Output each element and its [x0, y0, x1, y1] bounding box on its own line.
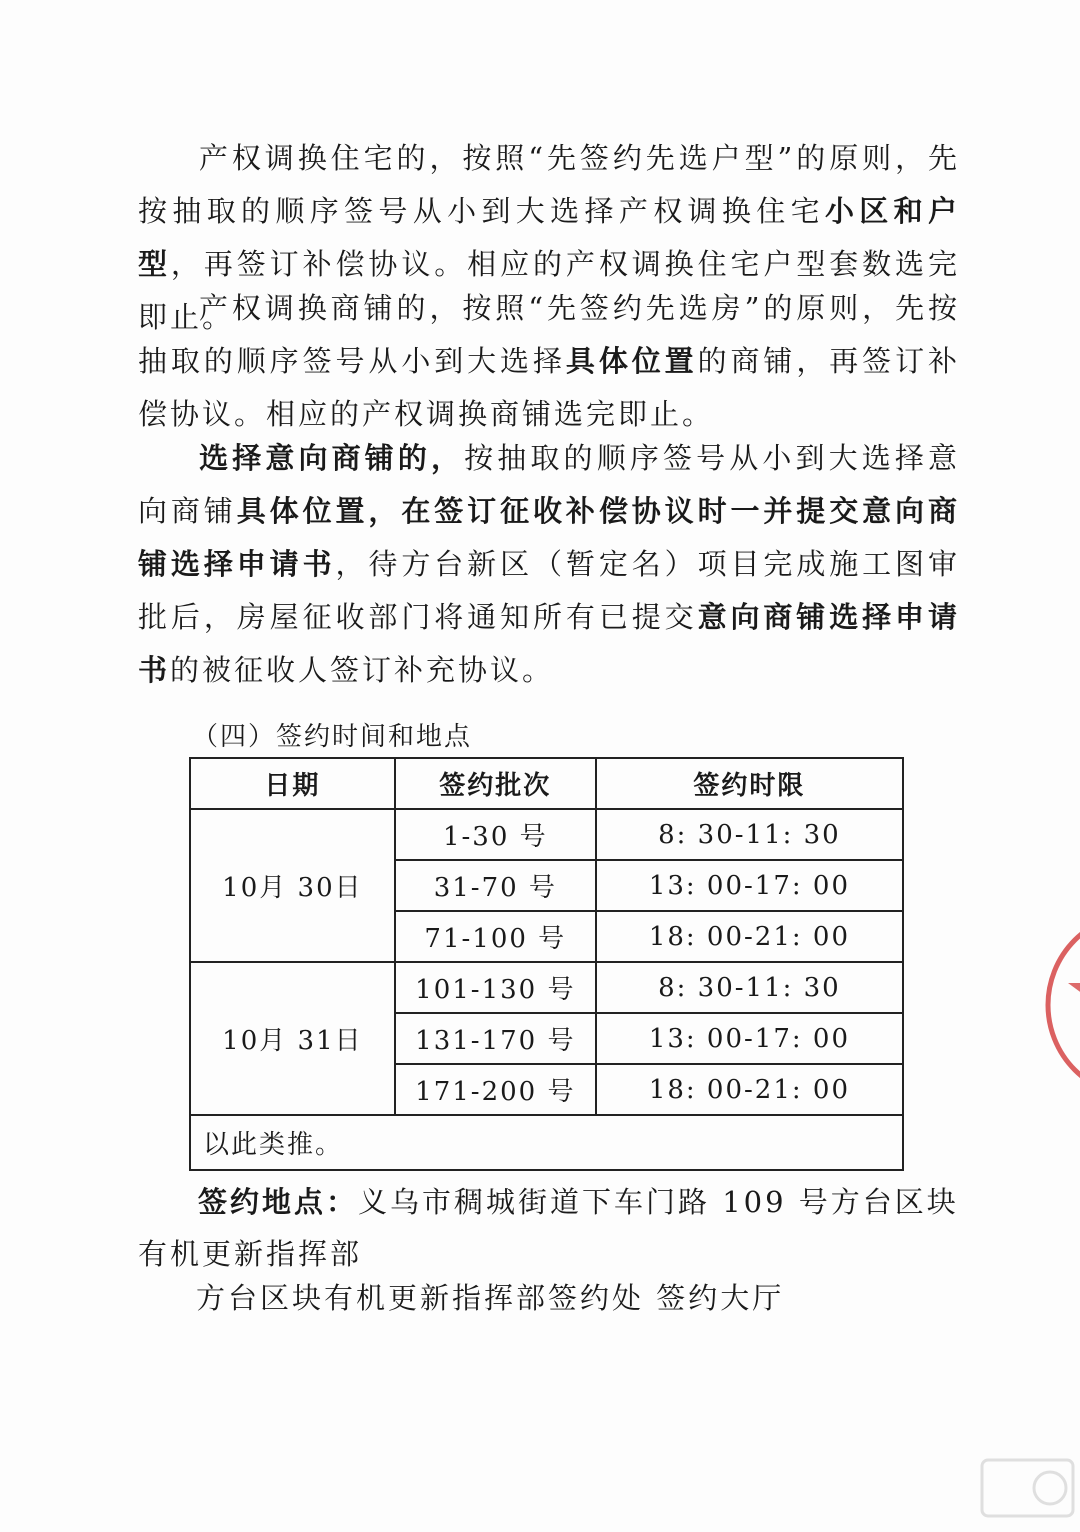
date-cell: 10月 30日 — [190, 809, 395, 962]
batch-cell: 1-30 号 — [395, 809, 596, 860]
p3-text-c: 的被征收人签订补充协议。 — [170, 653, 555, 687]
header-date: 日期 — [190, 758, 395, 809]
table-row — [190, 809, 903, 860]
batch-cell: 101-130 号 — [395, 962, 596, 1013]
signing-location — [138, 1176, 960, 1280]
batch-cell: 71-100 号 — [395, 911, 596, 962]
p3-bold-a: 选择意向商铺的， — [198, 441, 465, 475]
p1-text-b: ，再签订补偿协议。相应的产权调换住宅户型套数选完即止。 — [138, 247, 960, 334]
signing-hall: 方台区块有机更新指挥部签约处 签约大厅 — [196, 1281, 785, 1315]
time-cell: 8: 30-11: 30 — [596, 962, 903, 1013]
table-note-row — [190, 1115, 903, 1170]
time-cell: 18: 00-21: 00 — [596, 1064, 903, 1115]
signing-schedule-table — [189, 757, 904, 1171]
paragraph-shop-exchange — [138, 282, 960, 441]
batch-cell: 31-70 号 — [395, 860, 596, 911]
header-batch: 签约批次 — [395, 758, 596, 809]
batch-cell: 171-200 号 — [395, 1064, 596, 1115]
table-header-row — [190, 758, 903, 809]
paragraph-intended-shop — [138, 432, 960, 697]
p3-bold-c: 意向商铺选择申请书 — [138, 600, 960, 687]
p3-text-b: ，待方台新区（暂定名）项目完成施工图审批后，房屋征收部门将通知所有已提交 — [138, 547, 960, 634]
p3-text-a: 按抽取的顺序签号从小到大选择意向商铺 — [138, 441, 960, 528]
table-row — [190, 962, 903, 1013]
time-cell: 13: 00-17: 00 — [596, 860, 903, 911]
time-cell: 8: 30-11: 30 — [596, 809, 903, 860]
p2-text-a: 产权调换商铺的，按照“先签约先选房”的原则，先按抽取的顺序签号从小到大选择 — [138, 291, 960, 378]
p1-bold-a: 小区和户型 — [138, 194, 960, 281]
date-cell: 10月 31日 — [190, 962, 395, 1115]
location-label: 签约地点： — [198, 1185, 359, 1219]
red-seal-stamp — [1030, 905, 1080, 1105]
time-cell: 13: 00-17: 00 — [596, 1013, 903, 1064]
batch-cell: 131-170 号 — [395, 1013, 596, 1064]
schedule-caption: （四）签约时间和地点 — [192, 722, 473, 752]
p2-text-b: 的商铺，再签订补偿协议。相应的产权调换商铺选完即止。 — [138, 344, 960, 431]
location-address: 义乌市稠城街道下车门路 109 号方台区块有机更新指挥部 — [138, 1185, 959, 1271]
header-time: 签约时限 — [596, 758, 903, 809]
p2-bold-a: 具体位置 — [565, 344, 698, 378]
watermark-logo-icon — [980, 1458, 1075, 1518]
time-cell: 18: 00-21: 00 — [596, 911, 903, 962]
p3-bold-b: 具体位置，在签订征收补偿协议时一并提交意向商铺选择申请书 — [138, 494, 960, 581]
p1-text-a: 产权调换住宅的，按照“先签约先选户型”的原则，先按抽取的顺序签号从小到大选择产权调换住宅 — [138, 141, 960, 228]
note-cell: 以此类推。 — [190, 1115, 903, 1170]
